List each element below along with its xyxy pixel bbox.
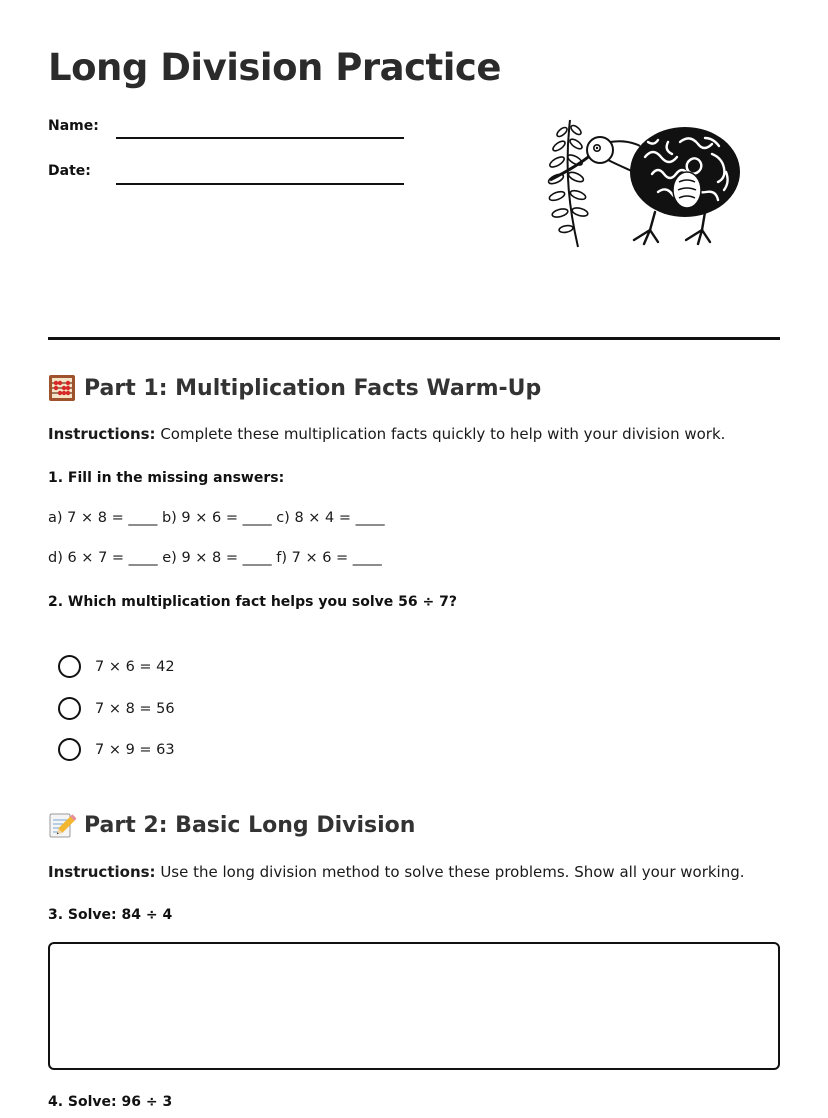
option-1-label: 7 × 6 = 42 (95, 658, 175, 675)
part1-instructions-text: Complete these multiplication facts quickly to help with your division work. (155, 425, 726, 443)
section-divider (48, 337, 780, 340)
part1-heading (48, 374, 541, 402)
date-label: Date: (48, 163, 91, 179)
date-field[interactable] (116, 183, 404, 185)
name-field[interactable] (116, 137, 404, 139)
part2-instructions (48, 863, 745, 881)
memo-pencil-icon (48, 811, 76, 839)
question-2: 2. Which multiplication fact helps you solve 56 ÷ 7? (48, 594, 457, 610)
part2-heading-text: Part 2: Basic Long Division (84, 812, 416, 838)
part1-instructions (48, 425, 725, 443)
facts-row-2: d) 6 × 7 = ____ e) 9 × 8 = ____ f) 7 × 6 = ____ (48, 550, 382, 566)
facts-row-1: a) 7 × 8 = ____ b) 9 × 6 = ____ c) 8 × 4 = ____ (48, 510, 385, 526)
radio-button[interactable] (58, 697, 81, 720)
question-4: 4. Solve: 96 ÷ 3 (48, 1094, 173, 1110)
option-3-label: 7 × 9 = 63 (95, 741, 175, 758)
radio-button[interactable] (58, 655, 81, 678)
question-1: 1. Fill in the missing answers: (48, 470, 285, 486)
page-title: Long Division Practice (48, 46, 501, 89)
part2-instructions-label: Instructions: (48, 863, 156, 881)
part2-heading (48, 811, 415, 839)
option-3[interactable] (58, 738, 175, 761)
answer-box-q3[interactable] (48, 942, 780, 1070)
kiwi-bird-illustration (540, 112, 745, 252)
part1-heading-text: Part 1: Multiplication Facts Warm-Up (84, 375, 542, 401)
radio-button[interactable] (58, 738, 81, 761)
part2-instructions-text: Use the long division method to solve these problems. Show all your working. (155, 863, 745, 881)
question-3: 3. Solve: 84 ÷ 4 (48, 907, 173, 923)
option-2[interactable] (58, 697, 175, 720)
name-label: Name: (48, 118, 99, 134)
abacus-icon (48, 374, 76, 402)
option-2-label: 7 × 8 = 56 (95, 700, 175, 717)
option-1[interactable] (58, 655, 175, 678)
part1-instructions-label: Instructions: (48, 425, 156, 443)
